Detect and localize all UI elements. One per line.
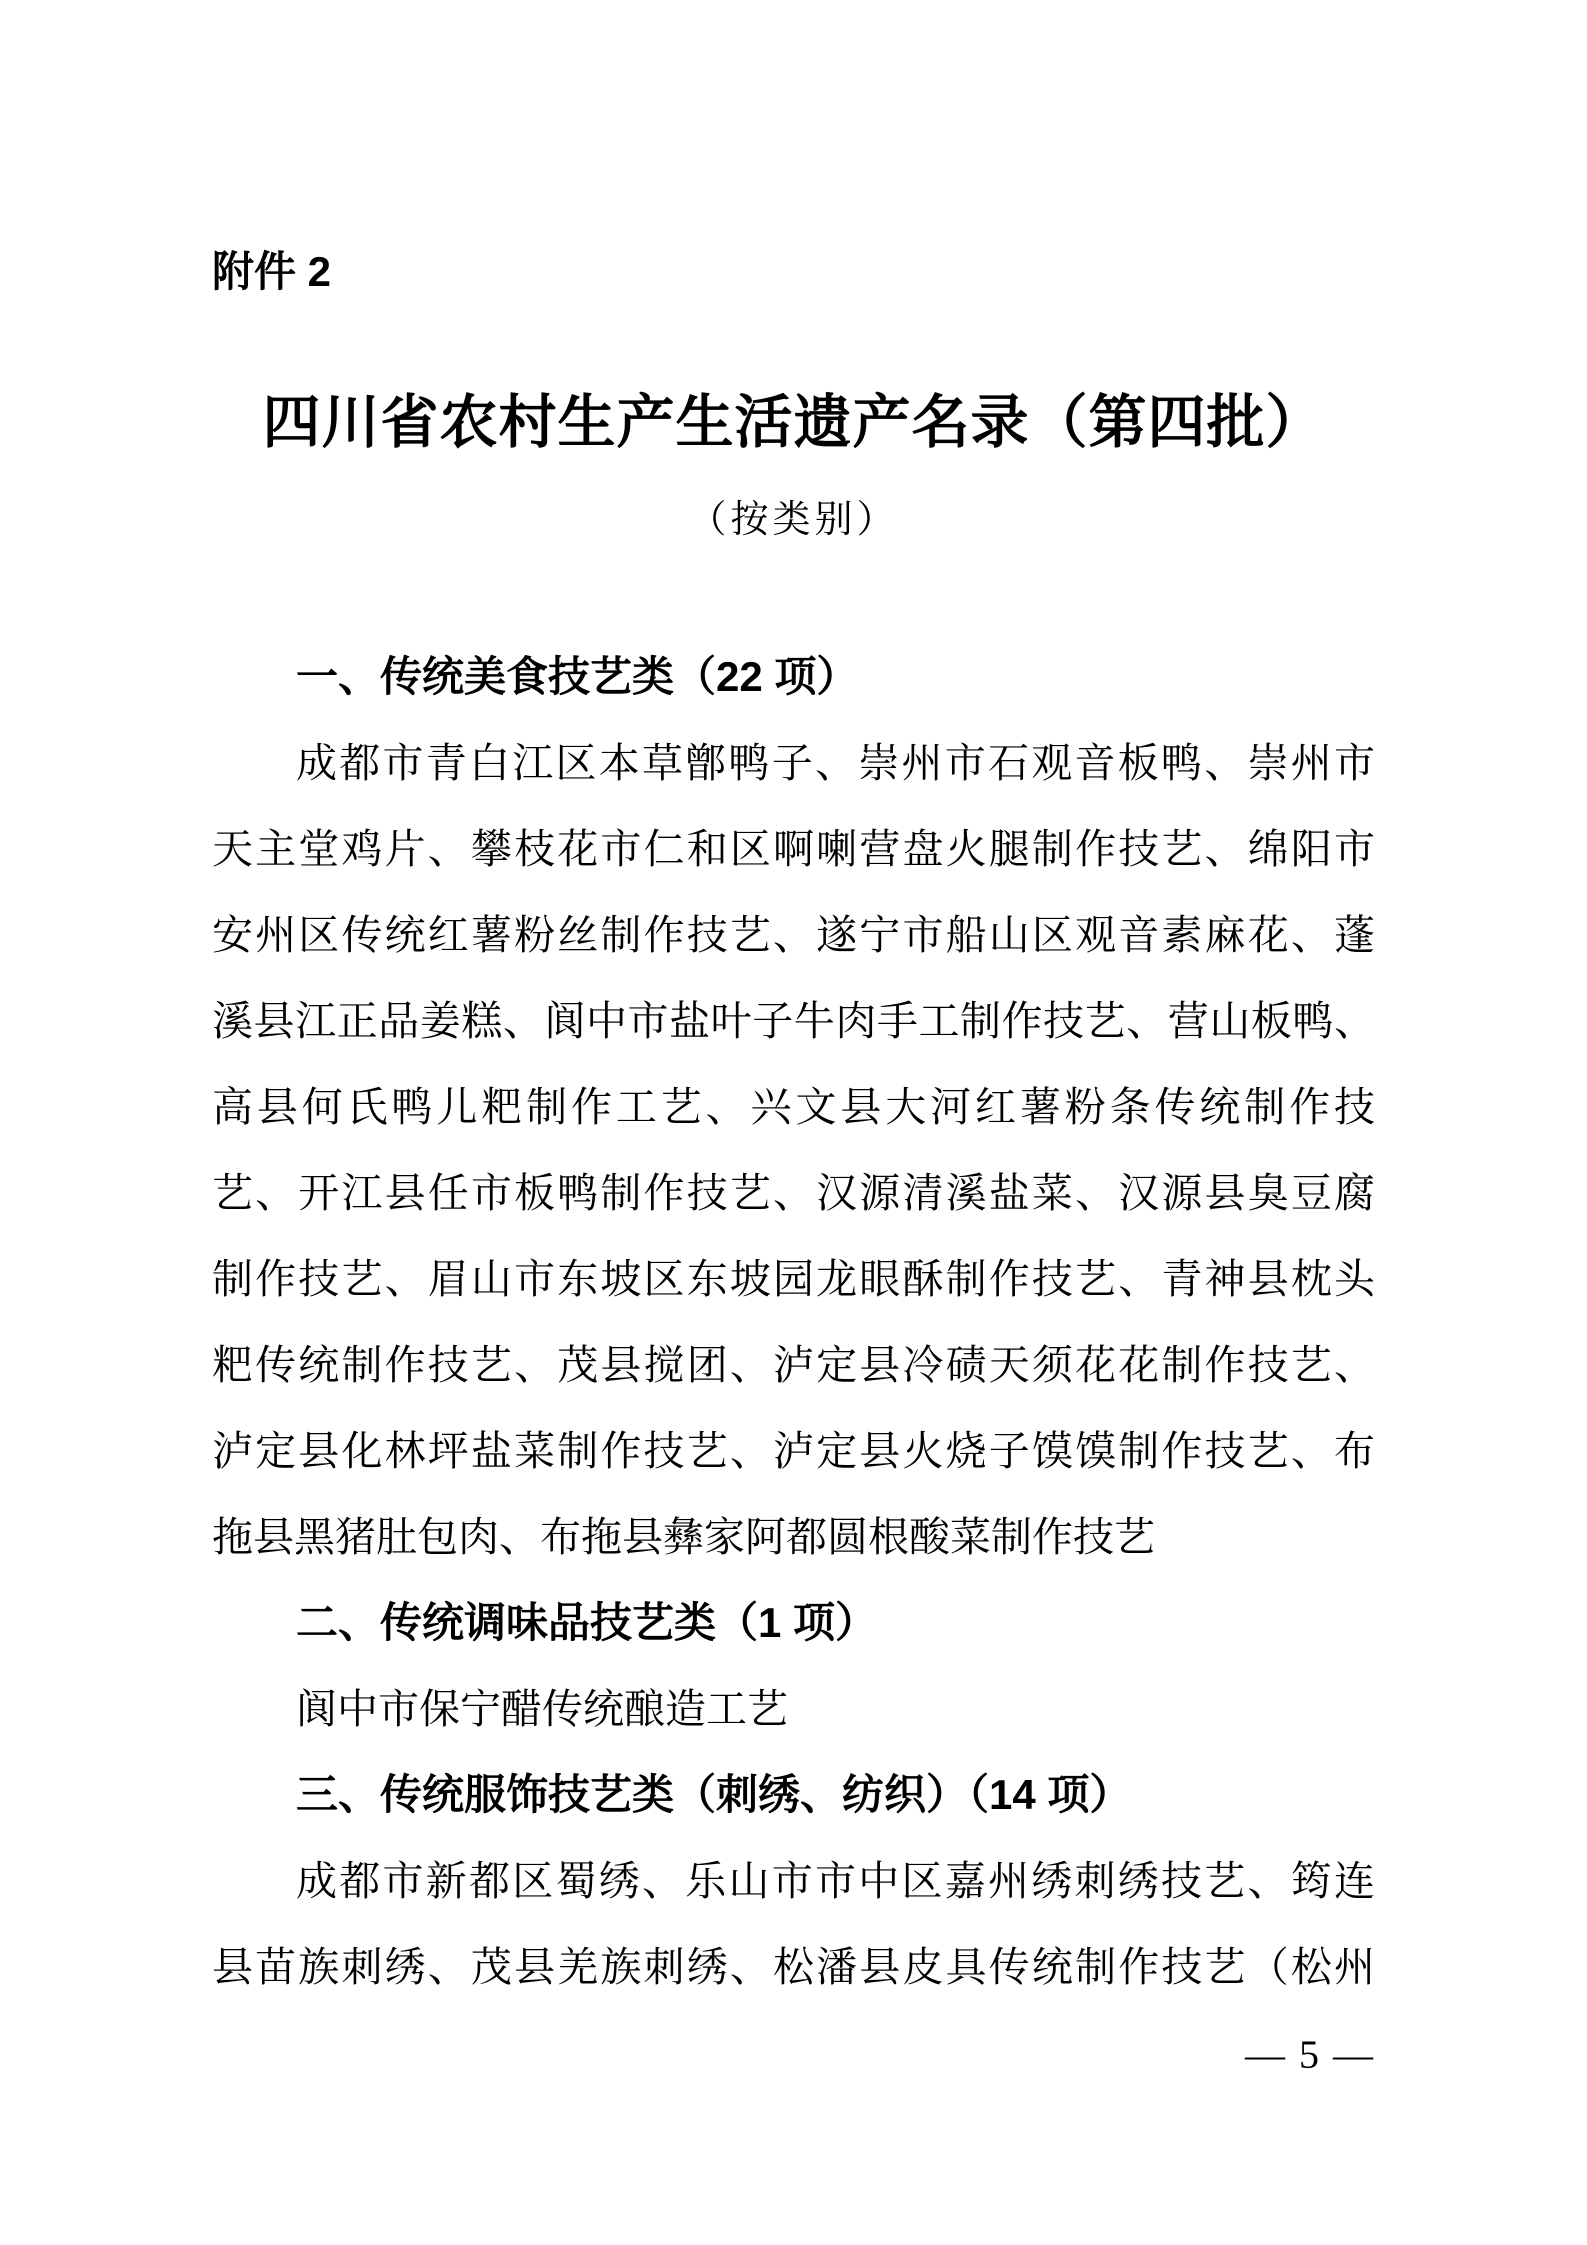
section-1-line-3: 安州区传统红薯粉丝制作技艺、遂宁市船山区观音素麻花、蓬 — [212, 912, 1375, 958]
page-subtitle: （按类别） — [688, 499, 899, 541]
section-3-line-1: 成都市新都区蜀绣、乐山市市中区嘉州绣刺绣技艺、筠连 — [296, 1858, 1375, 1904]
attachment-label: 附件 2 — [212, 248, 332, 295]
section-1-line-8: 粑传统制作技艺、茂县搅团、泸定县冷碛天须花花制作技艺、 — [212, 1342, 1375, 1388]
section-1-line-1: 成都市青白江区本草鄫鸭子、崇州市石观音板鸭、崇州市 — [296, 740, 1375, 786]
page-title: 四川省农村生产生活遗产名录（第四批） — [262, 390, 1325, 455]
section-1-line-2: 天主堂鸡片、攀枝花市仁和区啊喇营盘火腿制作技艺、绵阳市 — [212, 826, 1375, 872]
section-2-line-1: 阆中市保宁醋传统酿造工艺 — [296, 1686, 788, 1732]
section-1-line-9: 泸定县化林坪盐菜制作技艺、泸定县火烧子馍馍制作技艺、布 — [212, 1428, 1375, 1474]
section-3-line-2: 县苗族刺绣、茂县羌族刺绣、松潘县皮具传统制作技艺（松州 — [212, 1944, 1375, 1990]
section-1-line-6: 艺、开江县任市板鸭制作技艺、汉源清溪盐菜、汉源县臭豆腐 — [212, 1170, 1375, 1216]
section-1-line-4: 溪县江正品姜糕、阆中市盐叶子牛肉手工制作技艺、营山板鸭、 — [212, 998, 1375, 1044]
section-1-line-7: 制作技艺、眉山市东坡区东坡园龙眼酥制作技艺、青神县枕头 — [212, 1256, 1375, 1302]
section-1-line-10: 拖县黑猪肚包肉、布拖县彝家阿都圆根酸菜制作技艺 — [212, 1514, 1155, 1560]
document-body — [212, 634, 1375, 2010]
section-1-heading: 一、传统美食技艺类（22 项） — [296, 653, 859, 700]
section-3-heading: 三、传统服饰技艺类（刺绣、纺织）（14 项） — [296, 1771, 1132, 1818]
section-2-heading: 二、传统调味品技艺类（1 项） — [296, 1599, 878, 1646]
page-number: — 5 — — [1245, 2032, 1375, 2077]
section-1-line-5: 高县何氏鸭儿粑制作工艺、兴文县大河红薯粉条传统制作技 — [212, 1084, 1375, 1130]
